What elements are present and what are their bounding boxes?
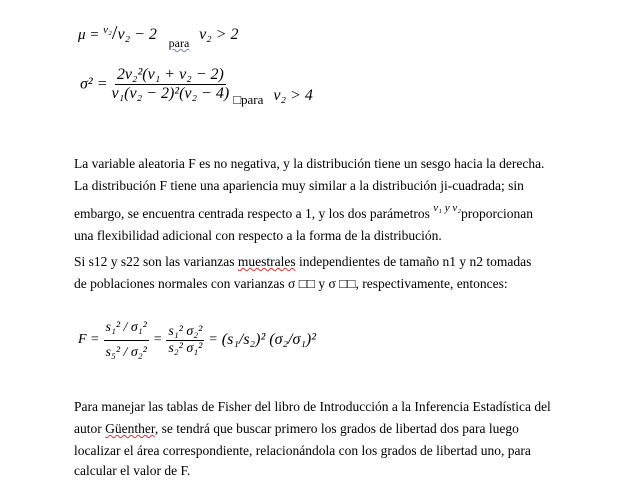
text: y: [315, 276, 329, 291]
spellcheck-word: muestrales: [237, 254, 296, 269]
para-word-2: □para: [233, 92, 264, 108]
paragraph-3-line-4: calcular el valor de F.: [74, 463, 191, 478]
text: autor: [74, 421, 106, 436]
f-lhs: F =: [78, 332, 100, 347]
f-part1-den: s₅² / σ₂²: [105, 344, 147, 360]
paragraph-1-line-2: La distribución F tiene una apariencia muy similar a la distribución ji-cuadrada; sin: [74, 178, 524, 193]
paragraph-2-line-1: [74, 251, 531, 273]
text: , se tendrá que buscar primero los grados de libertad dos para luego: [154, 421, 519, 436]
spellcheck-word: Güenther: [105, 421, 155, 436]
variance-condition: ν₂ > 4: [273, 87, 313, 105]
sigma-1-symbol: σ □□: [288, 276, 316, 291]
variance-num: 2ν₂²(ν₁ + ν₂ − 2): [116, 66, 224, 83]
mean-condition: ν₂ > 2: [199, 26, 239, 43]
f-part2-num: s₁² σ₂²: [168, 323, 203, 339]
mean-num: ν₂: [103, 24, 112, 36]
variance-den: ν₁(ν₂ − 2)²(ν₂ − 4): [111, 85, 230, 102]
f-part1-num: s₁² / σ₁²: [104, 320, 149, 341]
text: , respectivamente, entonces:: [355, 276, 508, 291]
variance-lhs: σ² =: [80, 75, 108, 93]
sigma-2-symbol: σ □□: [328, 276, 356, 291]
text: proporcionan: [461, 206, 534, 221]
variance-formula: [80, 66, 313, 108]
parameters-symbol: ν₁ y ν₂: [433, 202, 462, 214]
mean-lhs: μ =: [78, 27, 100, 43]
paragraph-1-line-3: [74, 203, 533, 226]
paragraph-3-line-3: localizar el área correspondiente, relacionándola con los grados de libertad uno, para: [74, 443, 531, 458]
para-word: para: [168, 36, 190, 50]
paragraph-1-line-1: La variable aleatoria F es no negativa, y la distribución tiene un sesgo hacia la derecha.: [74, 156, 545, 171]
paragraph-2-line-2: [74, 273, 508, 295]
paragraph-3-line-1: Para manejar las tablas de Fisher del libro de Introducción a la Inferencia Estadística del: [74, 399, 551, 414]
paragraph-3-line-2: [74, 418, 519, 440]
f-part3: (s₁/s₂)² (σ₂/σ₁)²: [221, 331, 317, 348]
text: Si s12 y s22 son las varianzas: [74, 254, 238, 269]
mean-den: ν₂ − 2: [117, 26, 157, 43]
text: de poblaciones normales con varianzas: [74, 276, 289, 291]
mean-formula: μ = $^{\nu_2}$/ν₂ − 2 $_{para}$ ν₂ > 2: [78, 22, 239, 50]
f-part2-den: s₂² σ₁²: [168, 340, 203, 356]
paragraph-1-line-4: una flexibilidad adicional con respecto a la forma de la distribución.: [74, 228, 442, 243]
text: independientes de tamaño n1 y n2 tomadas: [295, 254, 532, 269]
f-formula: F = $\frac{\text{s₁² / σ₁²}}{\text{s₅² / σ₂²}}$ = $\frac{\text{s₁² σ₂²}}{\text{s₂² σ₁²}}$ = (s₁/s₂)² (σ₂/σ₁)²: [78, 319, 317, 360]
text: embargo, se encuentra centrada respecto a 1, y los dos parámetros: [74, 206, 430, 221]
